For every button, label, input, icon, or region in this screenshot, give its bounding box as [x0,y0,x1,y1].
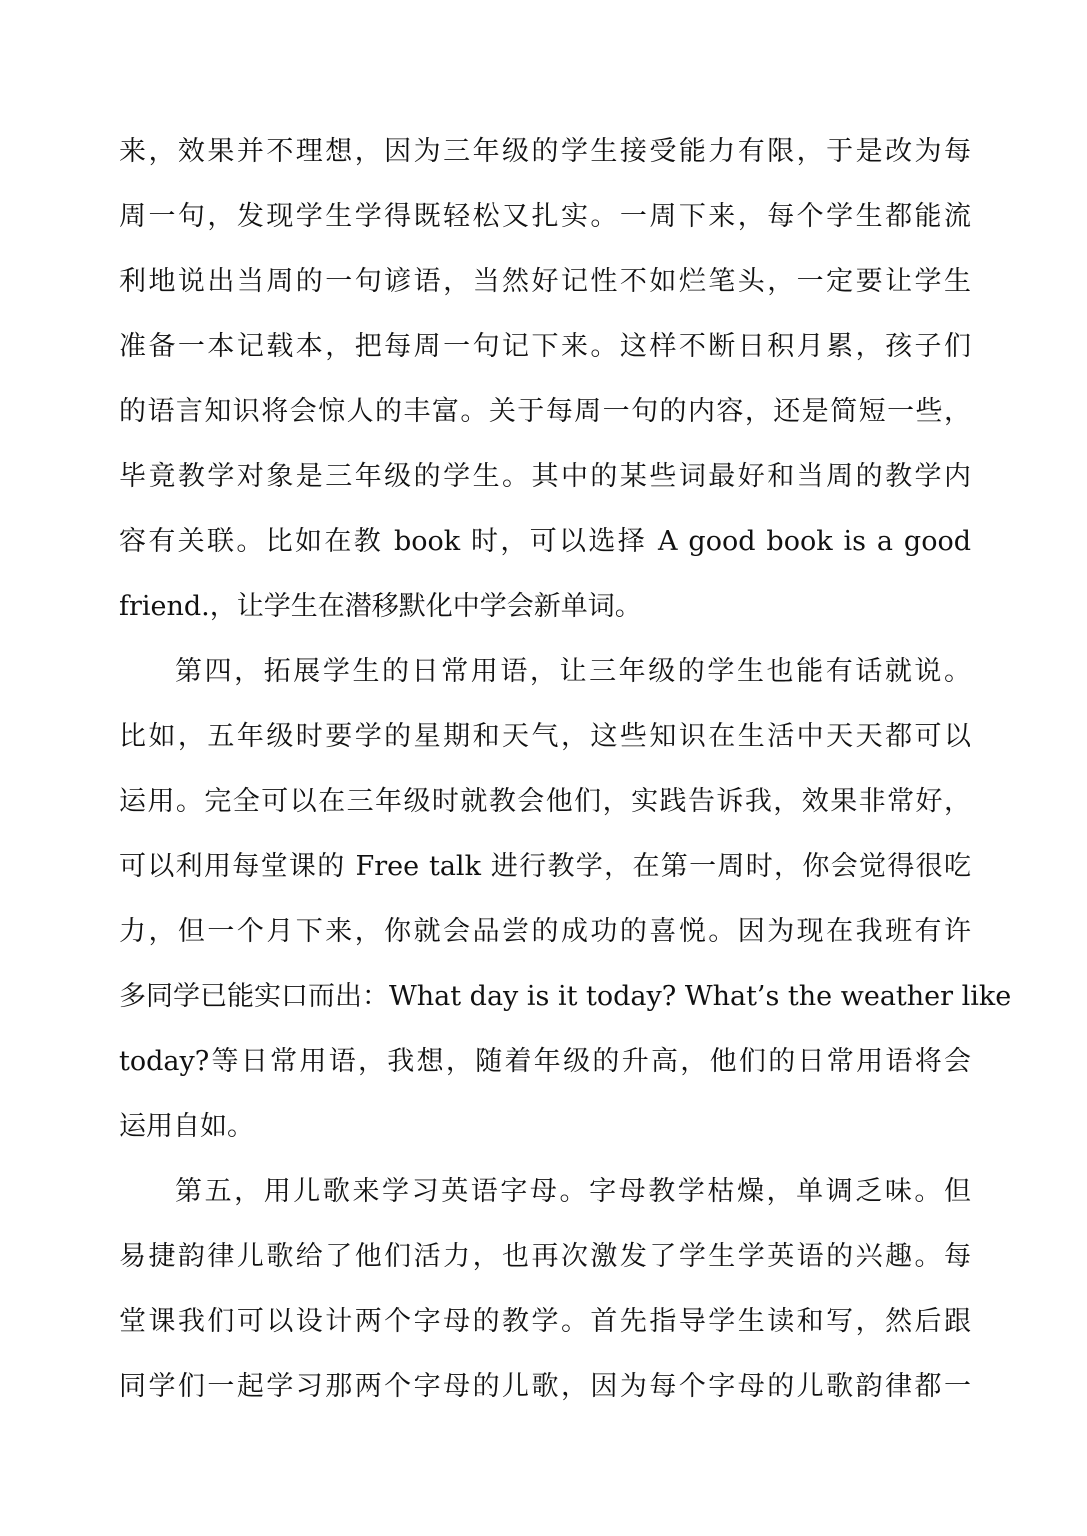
text-line: 易捷韵律儿歌给了他们活力，也再次激发了学生学英语的兴趣。每 [119,1241,971,1272]
text-line: 运用自如。 [119,1111,254,1142]
text-line: 可以利用每堂课的 Free talk 进行教学，在第一周时，你会觉得很吃 [119,851,971,882]
paragraph-start-line: 第四，拓展学生的日常用语，让三年级的学生也能有话就说。 [175,656,971,687]
text-line: 比如，五年级时要学的星期和天气，这些知识在生活中天天都可以 [119,721,971,752]
paragraph-start-line: 第五，用儿歌来学习英语字母。字母教学枯燥，单调乏味。但 [175,1176,971,1207]
document-body [119,119,1012,1419]
text-line: 力，但一个月下来，你就会品尝的成功的喜悦。因为现在我班有许 [119,916,971,947]
text-line: 堂课我们可以设计两个字母的教学。首先指导学生读和写，然后跟 [119,1306,971,1337]
text-line: 周一句，发现学生学得既轻松又扎实。一周下来，每个学生都能流 [119,201,971,232]
text-line: 利地说出当周的一句谚语，当然好记性不如烂笔头，一定要让学生 [119,266,971,297]
text-line: 的语言知识将会惊人的丰富。关于每周一句的内容，还是简短一些， [119,396,971,427]
text-line: 容有关联。比如在教 book 时，可以选择 A good book is a good [119,526,971,557]
text-line: 运用。完全可以在三年级时就教会他们，实践告诉我，效果非常好， [119,786,971,817]
text-line: 多同学已能实口而出：What day is it today? What’s the weather like [119,981,1012,1012]
text-line: today?等日常用语，我想，随着年级的升高，他们的日常用语将会 [119,1046,971,1077]
text-line: 同学们一起学习那两个字母的儿歌，因为每个字母的儿歌韵律都一 [119,1371,971,1402]
text-line: friend.，让学生在潜移默化中学会新单词。 [119,591,642,622]
text-line: 来，效果并不理想，因为三年级的学生接受能力有限，于是改为每 [119,136,971,167]
text-line: 毕竟教学对象是三年级的学生。其中的某些词最好和当周的教学内 [119,461,971,492]
text-line: 准备一本记载本，把每周一句记下来。这样不断日积月累，孩子们 [119,331,971,362]
